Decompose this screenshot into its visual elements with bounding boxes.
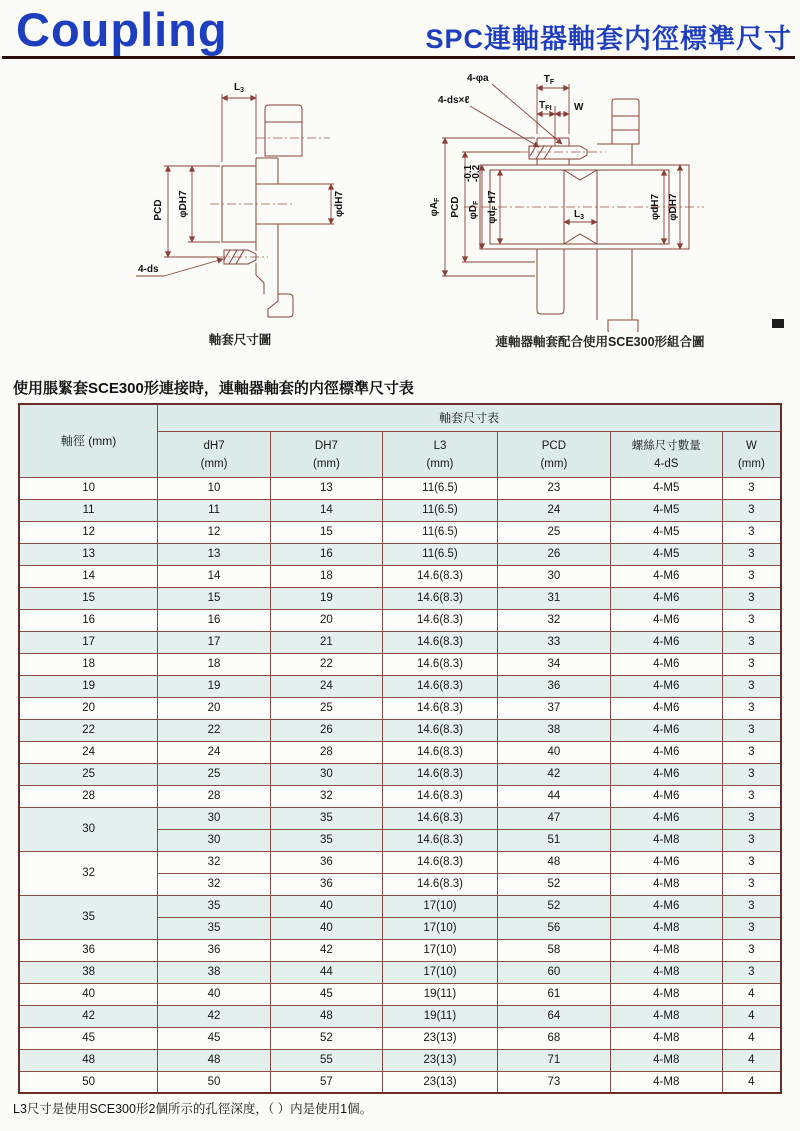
value-cell: 3 bbox=[722, 873, 781, 895]
value-cell: 14.6(8.3) bbox=[382, 763, 497, 785]
value-cell: 30 bbox=[158, 807, 271, 829]
value-cell: 4-M8 bbox=[610, 873, 722, 895]
dim-label-phi-df-h7: $\varphi d_F$ H7 bbox=[487, 190, 499, 224]
value-cell: 32 bbox=[158, 851, 271, 873]
axis-cell: 28 bbox=[19, 785, 158, 807]
axis-cell: 22 bbox=[19, 719, 158, 741]
section-title: 使用脹緊套SCE300形連接時，連軸器軸套的内徑標準尺寸表 bbox=[13, 380, 414, 397]
value-cell: 36 bbox=[270, 851, 382, 873]
value-cell: 14.6(8.3) bbox=[382, 785, 497, 807]
value-cell: 14.6(8.3) bbox=[382, 587, 497, 609]
table-row bbox=[19, 807, 781, 829]
value-cell: 3 bbox=[722, 521, 781, 543]
value-cell: 22 bbox=[270, 653, 382, 675]
value-cell: 4-M6 bbox=[610, 653, 722, 675]
value-cell: 23(13) bbox=[382, 1049, 497, 1071]
value-cell: 14.6(8.3) bbox=[382, 565, 497, 587]
value-cell: 4-M6 bbox=[610, 895, 722, 917]
value-cell: 14.6(8.3) bbox=[382, 675, 497, 697]
table-row bbox=[19, 631, 781, 653]
value-cell: 4-M8 bbox=[610, 983, 722, 1005]
value-cell: 48 bbox=[158, 1049, 271, 1071]
value-cell: 14.6(8.3) bbox=[382, 851, 497, 873]
column-header-l3: L3 (mm) bbox=[382, 431, 497, 477]
brand-logo-text: Coupling bbox=[16, 3, 228, 56]
axis-cell: 25 bbox=[19, 763, 158, 785]
dim-label-phi-af: $\varphi A_F$ bbox=[429, 197, 441, 217]
value-cell: 3 bbox=[722, 653, 781, 675]
value-cell: 4-M6 bbox=[610, 631, 722, 653]
value-cell: 19 bbox=[270, 587, 382, 609]
value-cell: 14.6(8.3) bbox=[382, 609, 497, 631]
value-cell: 68 bbox=[497, 1027, 610, 1049]
value-cell: 34 bbox=[497, 653, 610, 675]
value-cell: 21 bbox=[270, 631, 382, 653]
value-cell: 35 bbox=[158, 895, 271, 917]
axis-cell: 20 bbox=[19, 697, 158, 719]
value-cell: 10 bbox=[158, 477, 271, 499]
axis-cell: 42 bbox=[19, 1005, 158, 1027]
table-row bbox=[19, 697, 781, 719]
axis-cell: 50 bbox=[19, 1071, 158, 1093]
sleeve-dimensions bbox=[136, 82, 345, 276]
axis-cell: 11 bbox=[19, 499, 158, 521]
value-cell: 24 bbox=[497, 499, 610, 521]
value-cell: 3 bbox=[722, 565, 781, 587]
value-cell: 17(10) bbox=[382, 961, 497, 983]
value-cell: 52 bbox=[497, 873, 610, 895]
value-cell: 3 bbox=[722, 741, 781, 763]
value-cell: 11(6.5) bbox=[382, 499, 497, 521]
value-cell: 25 bbox=[497, 521, 610, 543]
value-cell: 3 bbox=[722, 851, 781, 873]
value-cell: 51 bbox=[497, 829, 610, 851]
value-cell: 3 bbox=[722, 829, 781, 851]
dim-label-l3: $L_3$ bbox=[574, 209, 585, 221]
value-cell: 18 bbox=[158, 653, 271, 675]
value-cell: 35 bbox=[270, 829, 382, 851]
axis-cell: 32 bbox=[19, 851, 158, 895]
dim-label-phi-df: $\varphi D_F$ bbox=[468, 200, 480, 220]
value-cell: 26 bbox=[497, 543, 610, 565]
value-cell: 47 bbox=[497, 807, 610, 829]
axis-cell: 30 bbox=[19, 807, 158, 851]
value-cell: 4-M6 bbox=[610, 697, 722, 719]
axis-cell: 18 bbox=[19, 653, 158, 675]
value-cell: 13 bbox=[270, 477, 382, 499]
value-cell: 56 bbox=[497, 917, 610, 939]
axis-cell: 24 bbox=[19, 741, 158, 763]
axis-column-header: 軸徑 (mm) bbox=[19, 404, 158, 477]
value-cell: 40 bbox=[158, 983, 271, 1005]
value-cell: 23(13) bbox=[382, 1071, 497, 1093]
value-cell: 12 bbox=[158, 521, 271, 543]
value-cell: 35 bbox=[270, 807, 382, 829]
value-cell: 14 bbox=[270, 499, 382, 521]
value-cell: 17(10) bbox=[382, 917, 497, 939]
value-cell: 48 bbox=[270, 1005, 382, 1027]
table-group-header: 軸套尺寸表 bbox=[158, 404, 781, 431]
value-cell: 28 bbox=[270, 741, 382, 763]
value-cell: 4-M5 bbox=[610, 543, 722, 565]
axis-cell: 38 bbox=[19, 961, 158, 983]
value-cell: 14.6(8.3) bbox=[382, 873, 497, 895]
dim-label-phi-dh7: φdH7 bbox=[650, 193, 661, 221]
value-cell: 26 bbox=[270, 719, 382, 741]
value-cell: 17(10) bbox=[382, 895, 497, 917]
axis-cell: 19 bbox=[19, 675, 158, 697]
table-row bbox=[19, 675, 781, 697]
sleeve-size-table bbox=[18, 403, 782, 1094]
value-cell: 42 bbox=[270, 939, 382, 961]
value-cell: 24 bbox=[158, 741, 271, 763]
value-cell: 23 bbox=[497, 477, 610, 499]
value-cell: 30 bbox=[497, 565, 610, 587]
axis-cell: 10 bbox=[19, 477, 158, 499]
value-cell: 17(10) bbox=[382, 939, 497, 961]
value-cell: 52 bbox=[497, 895, 610, 917]
value-cell: 42 bbox=[158, 1005, 271, 1027]
value-cell: 3 bbox=[722, 807, 781, 829]
axis-cell: 35 bbox=[19, 895, 158, 939]
table-row bbox=[19, 543, 781, 565]
value-cell: 42 bbox=[497, 763, 610, 785]
value-cell: 14.6(8.3) bbox=[382, 719, 497, 741]
footnote: L3尺寸是使用SCE300形2個所示的孔徑深度，（ ）内是使用1個。 bbox=[13, 1102, 373, 1116]
value-cell: 4-M6 bbox=[610, 675, 722, 697]
value-cell: 4 bbox=[722, 1027, 781, 1049]
value-cell: 44 bbox=[497, 785, 610, 807]
value-cell: 4-M6 bbox=[610, 565, 722, 587]
table-row bbox=[19, 477, 781, 499]
value-cell: 71 bbox=[497, 1049, 610, 1071]
value-cell: 14.6(8.3) bbox=[382, 829, 497, 851]
column-header-w: W (mm) bbox=[722, 431, 781, 477]
table-row bbox=[19, 719, 781, 741]
value-cell: 4-M8 bbox=[610, 961, 722, 983]
table-row bbox=[19, 763, 781, 785]
value-cell: 14 bbox=[158, 565, 271, 587]
value-cell: 20 bbox=[270, 609, 382, 631]
value-cell: 4-M6 bbox=[610, 851, 722, 873]
label-4ds: 4-ds bbox=[138, 264, 159, 275]
value-cell: 4-M6 bbox=[610, 719, 722, 741]
value-cell: 17 bbox=[158, 631, 271, 653]
axis-cell: 48 bbox=[19, 1049, 158, 1071]
dim-label-tft: $T_{Ft}$ bbox=[539, 100, 552, 112]
dim-label-phi-DH7: φDH7 bbox=[668, 193, 679, 221]
value-cell: 32 bbox=[497, 609, 610, 631]
value-cell: 3 bbox=[722, 785, 781, 807]
value-cell: 22 bbox=[158, 719, 271, 741]
table-row bbox=[19, 499, 781, 521]
value-cell: 40 bbox=[270, 895, 382, 917]
value-cell: 30 bbox=[158, 829, 271, 851]
value-cell: 11(6.5) bbox=[382, 477, 497, 499]
value-cell: 3 bbox=[722, 697, 781, 719]
sleeve-dimension-drawing bbox=[128, 70, 400, 328]
table-row bbox=[19, 565, 781, 587]
axis-cell: 12 bbox=[19, 521, 158, 543]
value-cell: 4 bbox=[722, 1049, 781, 1071]
value-cell: 3 bbox=[722, 675, 781, 697]
value-cell: 38 bbox=[497, 719, 610, 741]
header-divider bbox=[2, 56, 795, 59]
value-cell: 19(11) bbox=[382, 1005, 497, 1027]
axis-cell: 16 bbox=[19, 609, 158, 631]
value-cell: 4 bbox=[722, 1005, 781, 1027]
table-row bbox=[19, 895, 781, 917]
value-cell: 30 bbox=[270, 763, 382, 785]
value-cell: 3 bbox=[722, 477, 781, 499]
page-title: SPC連軸器軸套内徑標準尺寸 bbox=[425, 24, 792, 54]
scan-artifact bbox=[772, 319, 784, 328]
value-cell: 60 bbox=[497, 961, 610, 983]
value-cell: 4-M6 bbox=[610, 785, 722, 807]
value-cell: 61 bbox=[497, 983, 610, 1005]
dim-label-pcd: PCD bbox=[450, 196, 461, 218]
value-cell: 4 bbox=[722, 1071, 781, 1093]
value-cell: 4-M8 bbox=[610, 917, 722, 939]
value-cell: 23(13) bbox=[382, 1027, 497, 1049]
value-cell: 48 bbox=[497, 851, 610, 873]
value-cell: 3 bbox=[722, 543, 781, 565]
value-cell: 11(6.5) bbox=[382, 543, 497, 565]
value-cell: 37 bbox=[497, 697, 610, 719]
value-cell: 4-M8 bbox=[610, 1005, 722, 1027]
column-header-screw: 螺絲尺寸數量 4-dS bbox=[610, 431, 722, 477]
value-cell: 32 bbox=[270, 785, 382, 807]
right-figure-caption: 連軸器軸套配合使用SCE300形組合圖 bbox=[495, 335, 705, 349]
value-cell: 3 bbox=[722, 587, 781, 609]
value-cell: 52 bbox=[270, 1027, 382, 1049]
axis-cell: 45 bbox=[19, 1027, 158, 1049]
value-cell: 3 bbox=[722, 631, 781, 653]
value-cell: 14.6(8.3) bbox=[382, 807, 497, 829]
value-cell: 45 bbox=[270, 983, 382, 1005]
value-cell: 15 bbox=[158, 587, 271, 609]
axis-cell: 15 bbox=[19, 587, 158, 609]
table-row bbox=[19, 939, 781, 961]
value-cell: 31 bbox=[497, 587, 610, 609]
value-cell: 24 bbox=[270, 675, 382, 697]
value-cell: 45 bbox=[158, 1027, 271, 1049]
left-figure-caption: 軸套尺寸圖 bbox=[208, 333, 272, 347]
value-cell: 15 bbox=[270, 521, 382, 543]
value-cell: 25 bbox=[270, 697, 382, 719]
value-cell: 73 bbox=[497, 1071, 610, 1093]
value-cell: 13 bbox=[158, 543, 271, 565]
value-cell: 4-M5 bbox=[610, 521, 722, 543]
value-cell: 28 bbox=[158, 785, 271, 807]
value-cell: 4 bbox=[722, 983, 781, 1005]
column-header-dh7: dH7 (mm) bbox=[158, 431, 271, 477]
table-row bbox=[19, 653, 781, 675]
column-header-pcd: PCD (mm) bbox=[497, 431, 610, 477]
value-cell: 4-M6 bbox=[610, 609, 722, 631]
value-cell: 38 bbox=[158, 961, 271, 983]
value-cell: 55 bbox=[270, 1049, 382, 1071]
value-cell: 40 bbox=[270, 917, 382, 939]
value-cell: 14.6(8.3) bbox=[382, 741, 497, 763]
value-cell: 4-M6 bbox=[610, 763, 722, 785]
dim-label-tf: $T_F$ bbox=[543, 74, 555, 86]
dim-label-df-tol-bot: -0.2 bbox=[471, 164, 482, 182]
value-cell: 64 bbox=[497, 1005, 610, 1027]
value-cell: 33 bbox=[497, 631, 610, 653]
dim-label-df-tol-top: -0.1 bbox=[463, 164, 474, 182]
label-4-ds-l: 4-ds×ℓ bbox=[438, 95, 470, 106]
value-cell: 36 bbox=[270, 873, 382, 895]
value-cell: 3 bbox=[722, 961, 781, 983]
value-cell: 19 bbox=[158, 675, 271, 697]
table-row bbox=[19, 961, 781, 983]
value-cell: 4-M8 bbox=[610, 1027, 722, 1049]
value-cell: 3 bbox=[722, 895, 781, 917]
value-cell: 40 bbox=[497, 741, 610, 763]
table-row bbox=[19, 1071, 781, 1093]
dim-label-l3: $L_3$ bbox=[233, 82, 245, 94]
table-row bbox=[19, 521, 781, 543]
value-cell: 3 bbox=[722, 917, 781, 939]
value-cell: 4-M8 bbox=[610, 939, 722, 961]
axis-cell: 40 bbox=[19, 983, 158, 1005]
value-cell: 3 bbox=[722, 609, 781, 631]
dim-label-phi-dh7: φdH7 bbox=[334, 190, 345, 218]
table-row bbox=[19, 851, 781, 873]
table-row bbox=[19, 587, 781, 609]
value-cell: 4-M6 bbox=[610, 587, 722, 609]
table-row bbox=[19, 1005, 781, 1027]
value-cell: 4-M8 bbox=[610, 829, 722, 851]
table-row bbox=[19, 983, 781, 1005]
value-cell: 3 bbox=[722, 499, 781, 521]
value-cell: 4-M6 bbox=[610, 807, 722, 829]
axis-cell: 13 bbox=[19, 543, 158, 565]
value-cell: 14.6(8.3) bbox=[382, 653, 497, 675]
value-cell: 14.6(8.3) bbox=[382, 697, 497, 719]
dim-label-phi-DH7: φDH7 bbox=[178, 190, 189, 218]
value-cell: 25 bbox=[158, 763, 271, 785]
value-cell: 20 bbox=[158, 697, 271, 719]
axis-cell: 14 bbox=[19, 565, 158, 587]
dim-label-w: W bbox=[574, 102, 584, 113]
dim-label-pcd: PCD bbox=[153, 199, 164, 221]
axis-cell: 36 bbox=[19, 939, 158, 961]
sleeve-outline bbox=[210, 105, 334, 317]
value-cell: 3 bbox=[722, 763, 781, 785]
value-cell: 50 bbox=[158, 1071, 271, 1093]
assembly-dimensions bbox=[429, 73, 689, 276]
value-cell: 58 bbox=[497, 939, 610, 961]
table-row bbox=[19, 1027, 781, 1049]
table-row bbox=[19, 741, 781, 763]
value-cell: 11 bbox=[158, 499, 271, 521]
table-row bbox=[19, 785, 781, 807]
axis-cell: 17 bbox=[19, 631, 158, 653]
value-cell: 18 bbox=[270, 565, 382, 587]
value-cell: 4-M5 bbox=[610, 499, 722, 521]
value-cell: 19(11) bbox=[382, 983, 497, 1005]
assembly-drawing bbox=[412, 70, 712, 332]
value-cell: 57 bbox=[270, 1071, 382, 1093]
value-cell: 36 bbox=[497, 675, 610, 697]
value-cell: 14.6(8.3) bbox=[382, 631, 497, 653]
value-cell: 3 bbox=[722, 939, 781, 961]
value-cell: 11(6.5) bbox=[382, 521, 497, 543]
value-cell: 3 bbox=[722, 719, 781, 741]
value-cell: 36 bbox=[158, 939, 271, 961]
value-cell: 16 bbox=[270, 543, 382, 565]
value-cell: 44 bbox=[270, 961, 382, 983]
value-cell: 4-M8 bbox=[610, 1049, 722, 1071]
value-cell: 32 bbox=[158, 873, 271, 895]
value-cell: 4-M5 bbox=[610, 477, 722, 499]
value-cell: 4-M8 bbox=[610, 1071, 722, 1093]
column-header-DH7: DH7 (mm) bbox=[270, 431, 382, 477]
table-row bbox=[19, 1049, 781, 1071]
value-cell: 16 bbox=[158, 609, 271, 631]
value-cell: 35 bbox=[158, 917, 271, 939]
label-4-phi-a: 4-φa bbox=[467, 73, 489, 84]
size-table-body bbox=[19, 477, 781, 1093]
value-cell: 4-M6 bbox=[610, 741, 722, 763]
table-row bbox=[19, 609, 781, 631]
